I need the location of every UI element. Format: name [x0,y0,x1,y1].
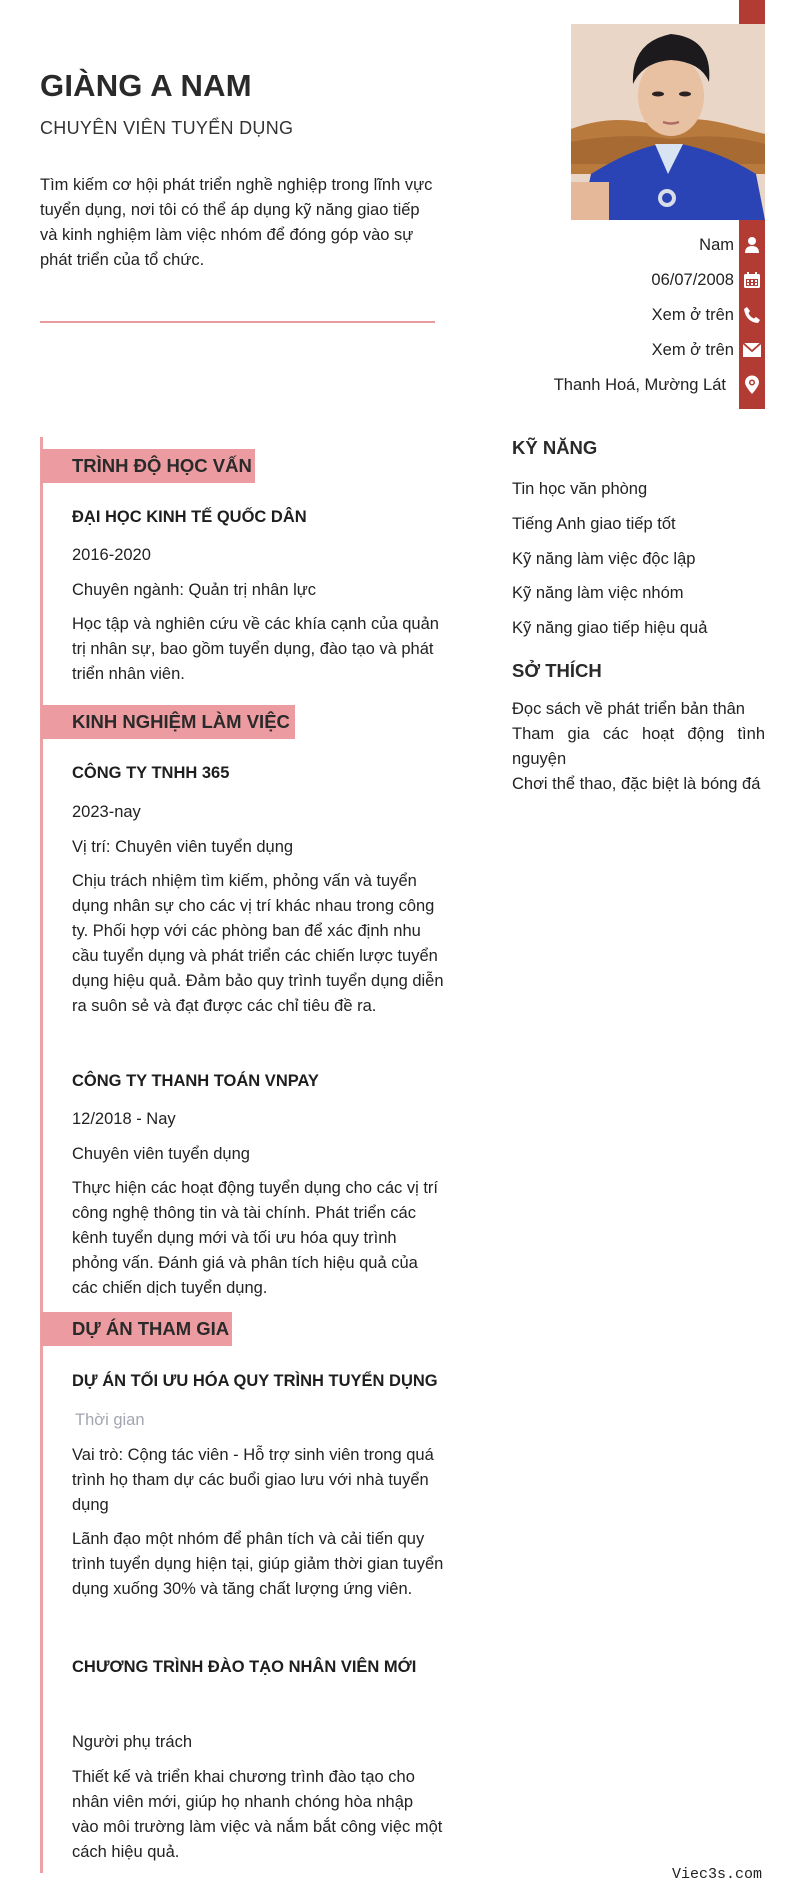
section-education-heading: TRÌNH ĐỘ HỌC VẤN [41,449,255,483]
career-objective: Tìm kiếm cơ hội phát triển nghề nghiệp trong lĩnh vực tuyển dụng, nơi tôi có thể áp dụng kỹ năng giao tiếp và kinh nghiệm làm việc nhóm để đóng góp vào sự phát triển của tổ chức. [40,176,433,269]
education-school: ĐẠI HỌC KINH TẾ QUỐC DÂN [72,508,307,526]
candidate-name: GIÀNG A NAM [40,68,252,103]
location-icon [742,375,762,395]
phone-icon [742,305,762,325]
skill-item: Kỹ năng làm việc độc lập [512,550,696,568]
info-address: Thanh Hoá, Mường Lát [553,376,726,394]
education-major: Chuyên ngành: Quản trị nhân lực [72,581,317,599]
email-icon [742,340,762,360]
section-projects-heading: DỰ ÁN THAM GIA [41,1312,232,1346]
experience-period: 2023-nay [72,803,141,821]
skill-item: Tin học văn phòng [512,480,648,498]
section-experience-heading: KINH NGHIỆM LÀM VIỆC [41,705,295,739]
project-name: DỰ ÁN TỐI ƯU HÓA QUY TRÌNH TUYỂN DỤNG [72,1372,438,1390]
calendar-icon [742,270,762,290]
education-period: 2016-2020 [72,546,151,564]
avatar-photo [571,24,765,220]
experience-period: 12/2018 - Nay [72,1110,176,1128]
hobby-item: Tham gia các hoạt động tình nguyện [512,725,765,768]
section-hobbies-heading: SỞ THÍCH [512,660,602,681]
experience-description: Thực hiện các hoạt động tuyển dụng cho các vị trí công nghệ thông tin và tài chính. Phát triển các kênh tuyển dụng mới và tối ưu hóa quy trình phỏng vấn. Đánh giá và phân tích hiệu quả của các chiến dịch tuyển dụng. [72,1179,439,1297]
info-phone: Xem ở trên [651,306,734,324]
project-role: Người phụ trách [72,1733,193,1751]
site-watermark: Viec3s.com [672,1866,763,1883]
experience-position: Chuyên viên tuyển dụng [72,1145,250,1163]
hobbies-list [512,697,765,797]
hobby-item: Đọc sách về phát triển bản thân [512,700,745,718]
job-title: CHUYÊN VIÊN TUYỂN DỤNG [40,118,294,138]
hobby-item: Chơi thể thao, đặc biệt là bóng đá [512,775,761,793]
header-divider [40,321,435,323]
info-email: Xem ở trên [651,341,734,359]
project-description: Lãnh đạo một nhóm để phân tích và cải tiến quy trình tuyển dụng hiện tại, giúp giảm thời gian tuyển dụng xuống 30% và tăng chất lượng ứng viên. [72,1530,444,1598]
education-description: Học tập và nghiên cứu về các khía cạnh của quản trị nhân sự, bao gồm tuyển dụng, đào tạo và phát triển nhân viên. [72,615,439,683]
experience-company: CÔNG TY THANH TOÁN VNPAY [72,1072,319,1090]
section-skills-heading: KỸ NĂNG [512,437,598,458]
accent-bar-top [739,0,765,24]
experience-description: Chịu trách nhiệm tìm kiếm, phỏng vấn và tuyển dụng nhân sự cho các vị trí khác nhau trong công ty. Phối hợp với các phòng ban để xác định nhu cầu tuyển dụng và phát triển các chiến lược tuyển dụng hiệu quả. Đảm bảo quy trình tuyển dụng diễn ra suôn sẻ và đạt được các chỉ tiêu đề ra. [72,872,444,1015]
skill-item: Kỹ năng giao tiếp hiệu quả [512,619,708,637]
project-description: Thiết kế và triển khai chương trình đào tạo cho nhân viên mới, giúp họ nhanh chóng hòa nhập vào môi trường làm việc và nắm bắt công việc một cách hiệu quả. [72,1768,443,1861]
skill-item: Kỹ năng làm việc nhóm [512,584,684,602]
project-period: Thời gian [75,1411,145,1429]
experience-position: Vị trí: Chuyên viên tuyển dụng [72,838,294,856]
timeline-rule [40,437,43,1873]
project-role: Vai trò: Cộng tác viên - Hỗ trợ sinh viên trong quá trình họ tham dự các buổi giao lưu với nhà tuyển dụng [72,1446,434,1514]
avatar-illustration [571,24,765,220]
experience-company: CÔNG TY TNHH 365 [72,764,230,782]
info-gender: Nam [699,236,734,254]
skill-item: Tiếng Anh giao tiếp tốt [512,515,676,533]
person-icon [742,235,762,255]
project-name: CHƯƠNG TRÌNH ĐÀO TẠO NHÂN VIÊN MỚI [72,1658,417,1676]
info-birthdate: 06/07/2008 [651,271,734,289]
